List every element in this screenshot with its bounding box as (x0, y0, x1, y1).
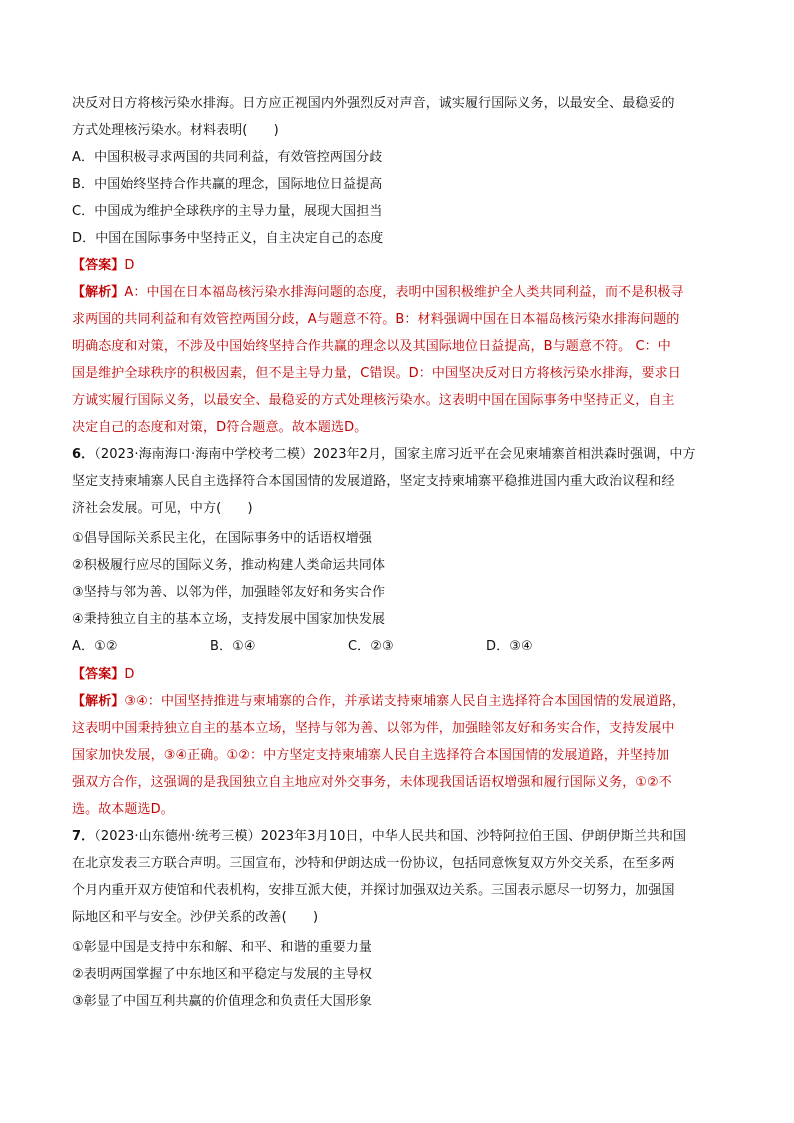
q5-option-b: B．中国始终坚持合作共赢的理念，国际地位日益提高 (72, 177, 383, 192)
q6-stem-line (72, 447, 696, 463)
q6-stem-text: （2023·海南海口·海南中学校考二模）2023年2月，国家主席习近平在会见柬埔寨首相洪森时强调，中方 (94, 447, 696, 462)
q6-item: ②积极履行应尽的国际义务，推动构建人类命运共同体 (72, 558, 386, 573)
q6-answer (72, 667, 135, 683)
q5-option-a: A．中国积极寻求两国的共同利益，有效管控两国分歧 (72, 150, 383, 165)
q6-item: ④秉持独立自主的基本立场，支持发展中国家加快发展 (72, 612, 386, 627)
q6-analysis-line: 这表明中国秉持独立自主的基本立场，坚持与邻为善、以邻为伴，加强睦邻友好和务实合作，支持发展中 (72, 721, 675, 736)
q6-choice-c: C．②③ (348, 639, 394, 654)
q7-stem-line: 个月内重开双方使馆和代表机构，安排互派大使，并探讨加强双边关系。三国表示愿尽一切努力，加强国 (72, 883, 675, 898)
q5-analysis-line (72, 285, 684, 301)
q7-stem-text: （2023·山东德州·统考三模）2023年3月10日，中华人民共和国、沙特阿拉伯王国、伊朗伊斯兰共和国 (94, 829, 687, 844)
q7-item: ①彰显中国是支持中东和解、和平、和谐的重要力量 (72, 940, 372, 955)
q6-choices (72, 639, 722, 655)
analysis-text: ③④：中国坚持推进与柬埔寨的合作，并承诺支持柬埔寨人民自主选择符合本国国情的发展道路， (124, 694, 686, 709)
q5-analysis-line: 方诚实履行国际义务，以最安全、最稳妥的方式处理核污染水。这表明中国在国际事务中坚持正义，自主 (72, 393, 675, 408)
q6-analysis-line (72, 694, 685, 710)
answer-label: 【答案】 (72, 258, 125, 273)
q7-item: ②表明两国掌握了中东地区和平稳定与发展的主导权 (72, 967, 372, 982)
q5-option-c: C．中国成为维护全球秩序的主导力量，展现大国担当 (72, 204, 383, 219)
q5-stem-line: 方式处理核污染水。材料表明( ) (72, 123, 279, 138)
q6-choice-a: A．①② (72, 639, 118, 654)
question-number: 6． (72, 447, 95, 462)
q5-analysis-line: 决定自己的态度和对策，D符合题意。故本题选D。 (72, 420, 368, 435)
q6-choice-d: D．③④ (486, 639, 533, 654)
answer-value: D (124, 667, 135, 682)
answer-label: 【答案】 (72, 667, 125, 682)
q7-stem-line: 在北京发表三方联合声明。三国宣布，沙特和伊朗达成一份协议，包括同意恢复双方外交关系，在至多两 (72, 856, 675, 871)
analysis-text: A：中国在日本福岛核污染水排海问题的态度，表明中国积极维护全人类共同利益，而不是积极寻 (124, 285, 684, 300)
q5-answer (72, 258, 135, 274)
q6-choice-b: B．①④ (210, 639, 256, 654)
q6-item: ③坚持与邻为善、以邻为伴，加强睦邻友好和务实合作 (72, 585, 386, 600)
analysis-label: 【解析】 (72, 285, 125, 300)
q6-analysis-line: 国家加快发展，③④正确。①②：中方坚定支持柬埔寨人民自主选择符合本国国情的发展道路，并坚持加 (72, 748, 670, 763)
q6-analysis-line: 选。故本题选D。 (72, 802, 174, 817)
q7-item: ③彰显了中国互利共赢的价值理念和负责任大国形象 (72, 994, 372, 1009)
q5-analysis-line: 明确态度和对策，不涉及中国始终坚持合作共赢的理念以及其国际地位日益提高，B与题意不符。 C：中 (72, 339, 671, 354)
q5-analysis-line: 求两国的共同利益和有效管控两国分歧，A与题意不符。B：材料强调中国在日本福岛核污染水排海问题的 (72, 312, 680, 327)
q6-stem-line: 坚定支持柬埔寨人民自主选择符合本国国情的发展道路，坚定支持柬埔寨平稳推进国内重大政治议程和经 (72, 474, 675, 489)
q5-stem-line: 决反对日方将核污染水排海。日方应正视国内外强烈反对声音，诚实履行国际义务，以最安全、最稳妥的 (72, 96, 675, 111)
q7-stem-line: 际地区和平与安全。沙伊关系的改善( ) (72, 910, 319, 925)
q7-stem-line (72, 829, 686, 845)
answer-value: D (124, 258, 135, 273)
q5-analysis-line: 国是维护全球秩序的积极因素，但不是主导力量，C错误。D：中国坚决反对日方将核污染水排海，要求日 (72, 366, 681, 381)
q5-option-d: D．中国在国际事务中坚持正义，自主决定自己的态度 (72, 231, 384, 246)
question-number: 7． (72, 829, 95, 844)
q6-analysis-line: 强双方合作，这强调的是我国独立自主地应对外交事务，未体现我国话语权增强和履行国际义务，①②不 (72, 775, 672, 790)
analysis-label: 【解析】 (72, 694, 125, 709)
q6-item: ①倡导国际关系民主化，在国际事务中的话语权增强 (72, 531, 372, 546)
q6-stem-line: 济社会发展。可见，中方( ) (72, 501, 253, 516)
